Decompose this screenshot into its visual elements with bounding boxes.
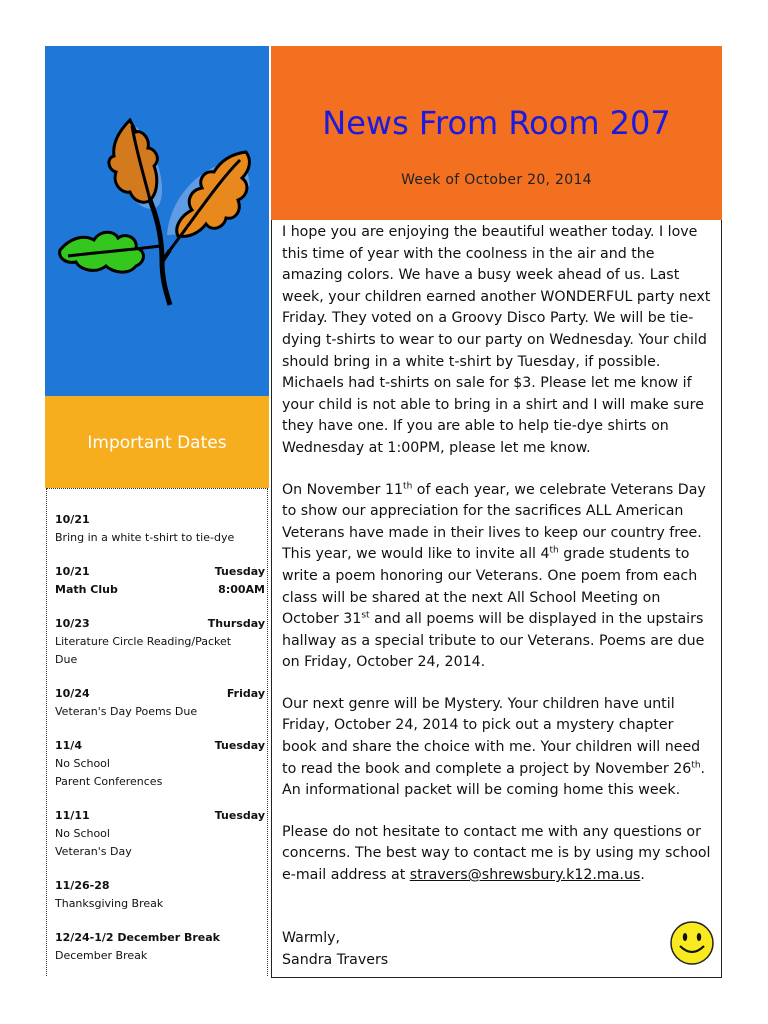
paragraph-mystery xyxy=(282,694,711,802)
superscript: th xyxy=(691,759,701,770)
date-entry xyxy=(55,685,265,721)
text-span: of each year, we celebrate Veterans Day to show our appreciation for the sacrifices ALL American Veterans have made in their lives to keep our country free. This year, we would like to invite all 4 xyxy=(282,481,706,563)
event-date: 10/23 xyxy=(55,617,90,630)
email-link[interactable]: stravers@shrewsbury.k12.ma.us xyxy=(409,867,641,884)
date-entry xyxy=(55,929,265,965)
event-description: December Break xyxy=(55,949,148,962)
date-entry xyxy=(55,807,265,861)
superscript: th xyxy=(549,545,559,556)
event-description: Veteran's Day xyxy=(55,845,132,858)
event-date: 10/21 xyxy=(55,565,90,578)
event-description: Literature Circle Reading/Packet xyxy=(55,635,232,648)
paragraph-veterans xyxy=(282,480,711,674)
event-day: Thursday xyxy=(207,617,265,630)
closing-salutation: Warmly, xyxy=(282,930,341,946)
event-description: Math Club xyxy=(55,583,118,596)
important-dates-header xyxy=(45,396,269,488)
text-span: Our next genre will be Mystery. Your children have until Friday, October 24, 2014 to pick out a mystery chapter book and share the choice with me. Your children will need to read the book and complete a project by November 26 xyxy=(282,695,701,777)
event-description: No School xyxy=(55,757,110,770)
smiley-face-icon xyxy=(669,920,715,966)
event-date: 11/11 xyxy=(55,809,90,822)
important-dates-list xyxy=(46,488,268,976)
event-description: No School xyxy=(55,827,110,840)
event-day: Friday xyxy=(226,687,265,700)
event-description: Due xyxy=(55,653,78,666)
event-day: Tuesday xyxy=(214,739,265,752)
text-span: grade students to write a poem honoring our Veterans. One poem from each class will be shared at the next All School Meeting on October 31 xyxy=(282,546,698,628)
date-entry xyxy=(55,615,265,669)
signature: Sandra Travers xyxy=(282,951,389,968)
event-time: 8:00AM xyxy=(218,583,265,596)
event-description: Veteran's Day Poems Due xyxy=(55,705,198,718)
event-date: 10/24 xyxy=(55,687,90,700)
autumn-leaves-icon xyxy=(50,100,260,310)
paragraph-contact xyxy=(282,822,711,887)
text-span: Please do not hesitate to contact me with any questions or concerns. The best way to contact me is by using my school e-mail address at xyxy=(282,823,711,884)
date-entry xyxy=(55,877,265,913)
date-entry xyxy=(55,737,265,791)
event-description: Bring in a white t-shirt to tie-dye xyxy=(55,531,235,544)
event-date: 11/26-28 xyxy=(55,879,110,892)
text-span: . xyxy=(640,867,645,884)
important-dates-heading: Important Dates xyxy=(87,433,227,453)
event-date: 12/24-1/2 December Break xyxy=(55,931,220,944)
date-entry xyxy=(55,511,265,547)
superscript: th xyxy=(403,480,413,491)
text-span: and all poems will be displayed in the upstairs hallway as a special tribute to our Veterans. Poems are due on Friday, October 24, 2014. xyxy=(282,611,705,671)
event-description: Thanksgiving Break xyxy=(55,897,164,910)
header-banner xyxy=(271,46,722,220)
week-date: Week of October 20, 2014 xyxy=(401,172,592,188)
closing xyxy=(282,928,388,971)
text-span: . An informational packet will be coming home this week. xyxy=(282,760,706,799)
text-span: On November 11 xyxy=(282,481,404,498)
event-date: 10/21 xyxy=(55,513,90,526)
event-day: Tuesday xyxy=(214,809,265,822)
superscript: st xyxy=(361,610,370,621)
date-entry xyxy=(55,563,265,599)
event-date: 11/4 xyxy=(55,739,82,752)
page-title: News From Room 207 xyxy=(322,104,671,142)
newsletter-body xyxy=(271,220,722,978)
event-description: Parent Conferences xyxy=(55,775,163,788)
paragraph-party: I hope you are enjoying the beautiful weather today. I love this time of year with the coolness in the air and the amazing colors. We have a busy week ahead of us. Last week, your children earned another WONDERFUL party next Friday. They voted on a Groovy Disco Party. We will be tie-dying t-shirts to wear to our party on Wednesday. Your child should bring in a white t-shirt by Tuesday, if possible. Michaels had t-shirts on sale for $3. Please let me know if your child is not able to bring in a shirt and I will make sure they have one. If you are able to help tie-dye shirts on Wednesday at 1:00PM, please let me know. xyxy=(282,224,711,456)
event-day: Tuesday xyxy=(214,565,265,578)
